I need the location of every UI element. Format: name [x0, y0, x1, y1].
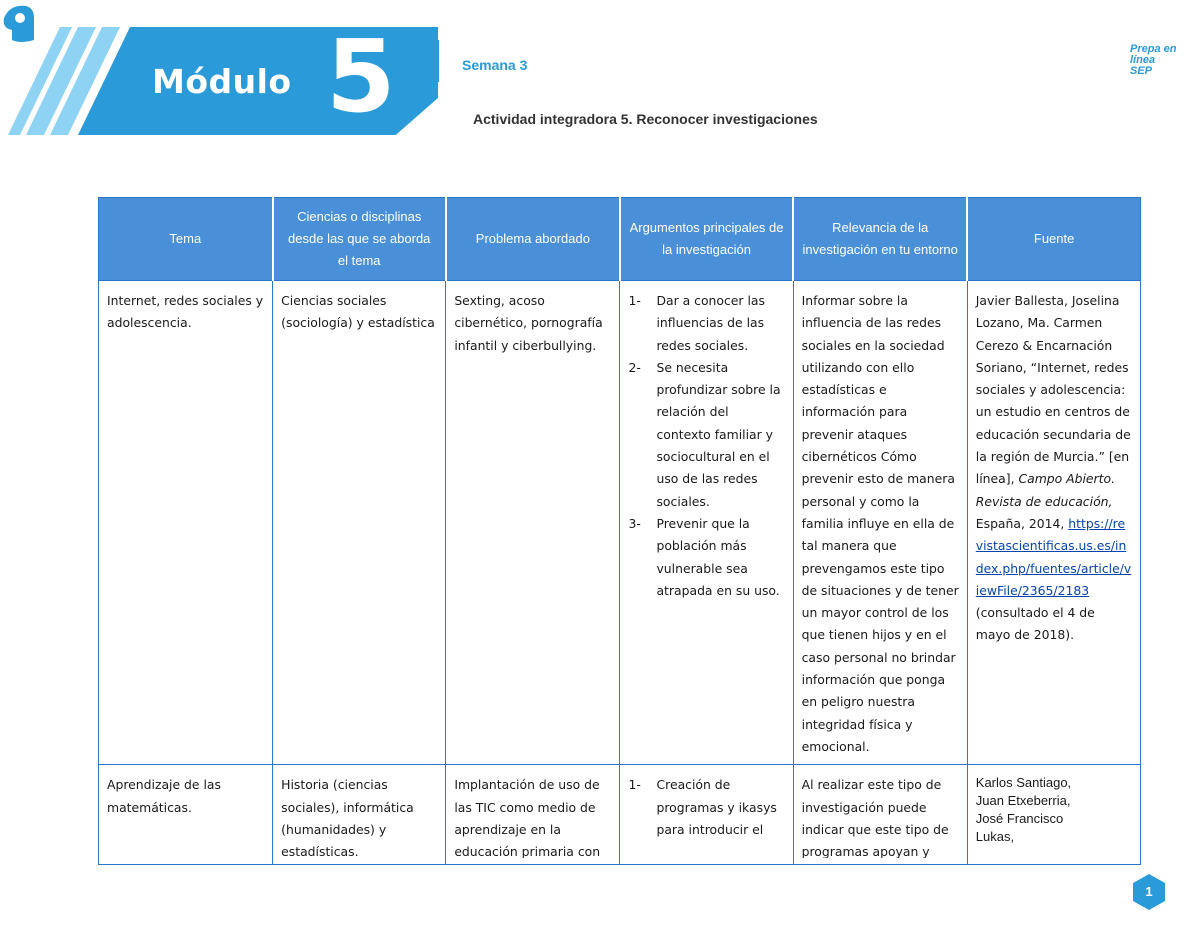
column-header-relevancia: Relevancia de la investigación en tu entorno: [793, 198, 967, 281]
column-header-ciencias: Ciencias o disciplinas desde las que se aborda el tema: [273, 198, 446, 281]
list-item: 2- Se necesita profundizar sobre la relación del contexto familiar y sociocultural en el uso de las redes sociales.: [628, 359, 781, 509]
source-link[interactable]: https://revistascientificas.us.es/index.php/fuentes/article/viewFile/2365/2183: [975, 515, 1132, 598]
source-consulted: (consultado el 4 de mayo de 2018).: [975, 605, 1095, 643]
prepa-logo-icon: [0, 0, 70, 50]
source-journal: Campo Abierto. Revista de educación,: [975, 471, 1116, 509]
list-item: 1- Creación de programas y ikasys para introducir el: [628, 777, 777, 837]
table-row: [99, 281, 1141, 765]
module-number: 5: [326, 18, 396, 135]
table-row: [99, 765, 1141, 865]
cell-argumentos: [620, 281, 793, 765]
cell-argumentos: [620, 765, 793, 865]
cell-fuente: [967, 281, 1140, 765]
cell-relevancia: Informar sobre la influencia de las redes sociales en la sociedad utilizando con ello estadísticas e información para prevenir ataques cibernéticos Cómo prevenir esto de manera personal y como la familia influye en ella de tal manera que prevengamos este tipo de situaciones y de tener un mayor control de los que tienen hijos y en el caso personal no brindar información que ponga en peligro nuestra integridad física y emocional.: [793, 281, 967, 765]
list-item: 1- Dar a conocer las influencias de las redes sociales.: [628, 293, 765, 353]
cell-problema: Sexting, acoso cibernético, pornografía infantil y ciberbullying.: [446, 281, 620, 765]
cell-problema: Implantación de uso de las TIC como medio de aprendizaje en la educación primaria con: [446, 765, 620, 865]
cell-tema: Internet, redes sociales y adolescencia.: [99, 281, 273, 765]
investigations-table: [98, 197, 1141, 865]
page-number: 1: [1145, 884, 1153, 899]
header-divider: [437, 40, 439, 82]
week-label: Semana 3: [462, 57, 528, 73]
column-header-problema: Problema abordado: [446, 198, 620, 281]
cell-relevancia: Al realizar este tipo de investigación puede indicar que este tipo de programas apoyan y: [793, 765, 967, 865]
column-header-fuente: Fuente: [967, 198, 1140, 281]
cell-ciencias: Historia (ciencias sociales), informática (humanidades) y estadísticas.: [273, 765, 446, 865]
source-authors: Javier Ballesta, Joselina Lozano, Ma. Carmen Cerezo & Encarnación Soriano, “Internet, redes sociales y adolescencia: un estudio en centros de educación secundaria de la región de Murcia.” [en línea],: [975, 293, 1131, 487]
cell-ciencias: Ciencias sociales (sociología) y estadística: [273, 281, 446, 765]
source-place: España, 2014,: [975, 515, 1069, 531]
activity-title: Actividad integradora 5. Reconocer investigaciones: [473, 111, 818, 127]
module-label: Módulo: [152, 62, 292, 101]
argument-list: [628, 290, 784, 602]
header-banner: [0, 0, 1200, 140]
cell-fuente: Karlos Santiago, Juan Etxeberria, José Francisco Lukas,: [967, 765, 1140, 865]
table-header-row: [99, 198, 1141, 281]
list-item: 3- Prevenir que la población más vulnerable sea atrapada en su uso.: [628, 515, 780, 598]
column-header-argumentos: Argumentos principales de la investigación: [620, 198, 793, 281]
cell-tema: Aprendizaje de las matemáticas.: [99, 765, 273, 865]
logo-text: Prepa en línea SEP: [1130, 43, 1177, 77]
column-header-tema: Tema: [99, 198, 273, 281]
argument-list: [628, 774, 784, 841]
